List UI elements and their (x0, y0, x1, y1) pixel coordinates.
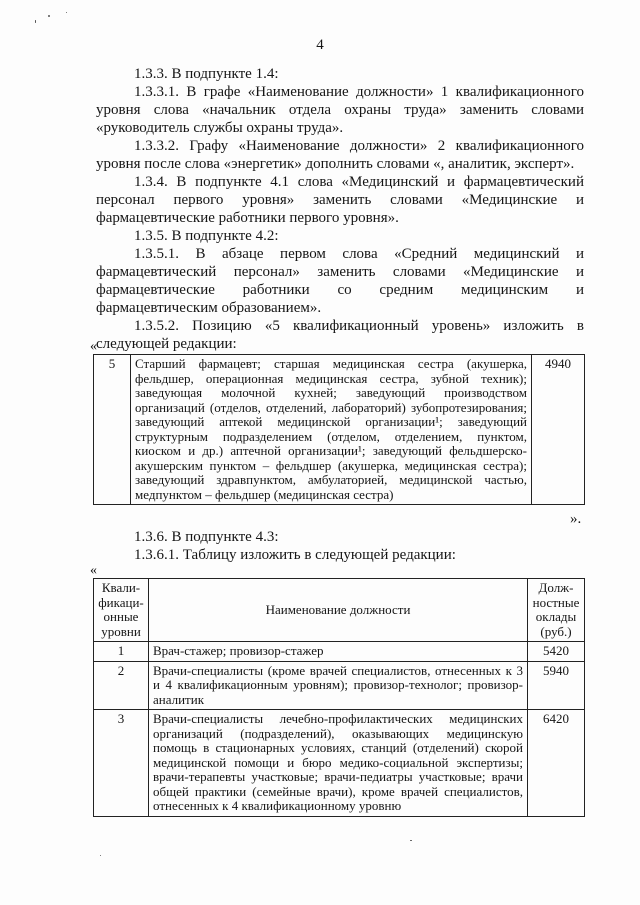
header-qualification-levels: Квали-фикаци-онные уровни (94, 579, 149, 642)
salary-cell: 6420 (528, 710, 585, 817)
level-cell: 3 (94, 710, 149, 817)
quote-open-mark: « (90, 339, 97, 354)
paragraph-1-3-3: 1.3.3. В подпункте 1.4: (134, 66, 279, 82)
paragraph-1-3-3-2: 1.3.3.2. Графу «Наименование должности» 2 квалификационного уровня после слова «энергетик» дополнить словами «, аналитик, эксперт». (96, 138, 584, 172)
paragraph-1-3-4: 1.3.4. В подпункте 4.1 слова «Медицинский и фармацевтический персонал первого уровня» заменить словами «Медицинские и фармацевтические работники первого уровня». (96, 174, 584, 226)
quote-open-mark-2: « (90, 563, 97, 578)
level-cell: 1 (94, 642, 149, 662)
paragraph-1-3-5-1: 1.3.5.1. В абзаце первом слова «Средний медицинский и фармацевтический персонал» заменить словами «Медицинские и фармацевтические работники со средним медицинским и фармацевтическим образованием». (96, 246, 584, 316)
level-cell: 5 (94, 355, 131, 505)
header-position-name: Наименование должности (149, 579, 528, 642)
table-header-row (94, 579, 585, 642)
positions-cell: Врач-стажер; провизор-стажер (149, 642, 528, 662)
positions-cell: Врачи-специалисты лечебно-профилактических медицинских организаций (подразделений), оказывающих медицинскую помощь в стационарных условиях, станций (отделений) скорой медицинской помощи и бюро медико-социальной экспертизы; врачи-терапевты участковые; врачи-педиатры участковые; врачи общей практики (семейные врачи), кроме врачей специалистов, отнесенных к 4 квалификационному уровню (149, 710, 528, 817)
positions-cell: Старший фармацевт; старшая медицинская сестра (акушерка, фельдшер, операционная медицинская сестра, зубной техник); заведующая молочной кухней; заведующий производством организаций (отделов, отделений, лабораторий) зубопротезирования; заведующий аптекой медицинской организации¹; заведующий структурным подразделением (отделом, отделением, пунктом, киоском и др.) аптечной организации¹; заведующий фельдшерско-акушерским пунктом – фельдшер (акушерка, медицинская сестра); заведующий здравпунктом, амбулаторией, медицинской частью, медпунктом – фельдшер (медицинская сестра) (131, 355, 532, 505)
table-row (94, 710, 585, 817)
qualification-level-5-table (93, 354, 585, 505)
table-row (94, 661, 585, 710)
salary-cell: 5420 (528, 642, 585, 662)
salary-cell: 4940 (532, 355, 585, 505)
paragraph-1-3-5: 1.3.5. В подпункте 4.2: (134, 228, 279, 244)
quote-close-mark: ». (570, 511, 582, 527)
positions-cell: Врачи-специалисты (кроме врачей специалистов, отнесенных к 3 и 4 квалификационным уровням); провизор-технолог; провизор-аналитик (149, 661, 528, 710)
paragraph-1-3-5-2: 1.3.5.2. Позицию «5 квалификационный уровень» изложить в следующей редакции: (96, 318, 584, 352)
paragraph-1-3-6-1: 1.3.6.1. Таблицу изложить в следующей редакции: (134, 547, 456, 563)
salary-cell: 5940 (528, 661, 585, 710)
header-salary: Долж-ностные оклады (руб.) (528, 579, 585, 642)
qualification-levels-table (93, 578, 585, 817)
table-row (94, 642, 585, 662)
paragraph-1-3-3-1: 1.3.3.1. В графе «Наименование должности» 1 квалификационного уровня слова «начальник отдела охраны труда» заменить словами «руководитель службы охраны труда». (96, 84, 584, 136)
level-cell: 2 (94, 661, 149, 710)
table-row (94, 355, 585, 505)
page-number: 4 (316, 37, 324, 53)
paragraph-1-3-6: 1.3.6. В подпункте 4.3: (134, 529, 279, 545)
